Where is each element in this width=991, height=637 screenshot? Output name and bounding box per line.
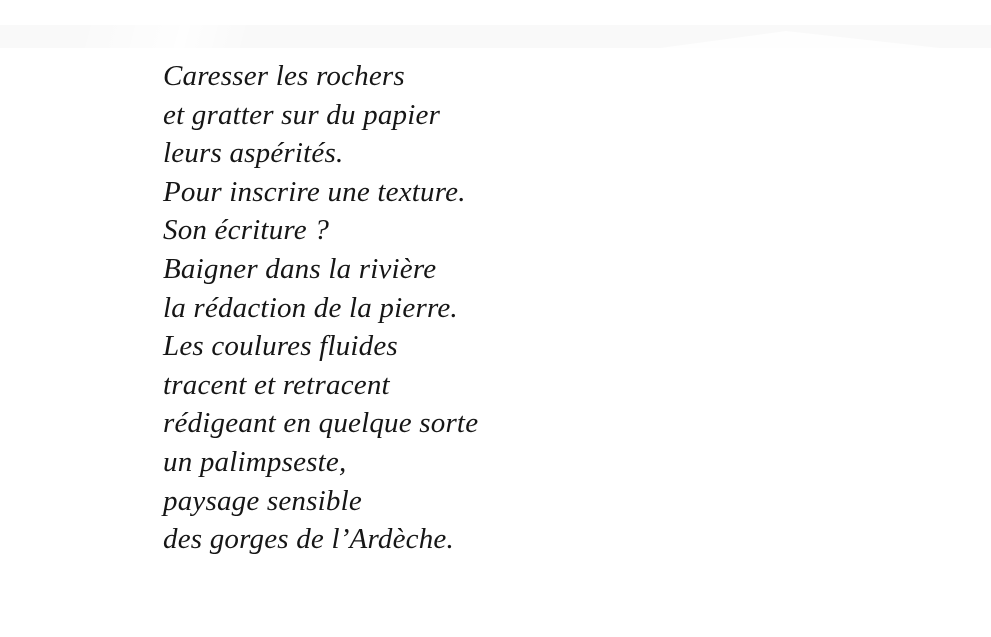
poem-line: leurs aspérités. xyxy=(163,137,344,170)
poem-line: paysage sensible xyxy=(163,484,362,517)
poem-line: la rédaction de la pierre. xyxy=(163,291,458,324)
faint-highlight-right xyxy=(660,31,940,48)
poem-line: et gratter sur du papier xyxy=(163,98,441,131)
poem-line: un palimpseste, xyxy=(163,445,347,478)
faint-header-band xyxy=(0,25,991,48)
poem-line: Son écriture ? xyxy=(163,214,330,247)
poem-line: tracent et retracent xyxy=(163,368,390,401)
poem-line: rédigeant en quelque sorte xyxy=(163,407,479,440)
poem-text-block xyxy=(163,57,478,559)
faint-highlight-left xyxy=(0,25,260,48)
poem-line: des gorges de l’Ardèche. xyxy=(163,523,454,556)
poem-line: Pour inscrire une texture. xyxy=(163,175,466,208)
poem-line: Baigner dans la rivière xyxy=(163,252,437,285)
poem-line: Les coulures fluides xyxy=(163,330,398,363)
poem-line: Caresser les rochers xyxy=(163,60,405,92)
